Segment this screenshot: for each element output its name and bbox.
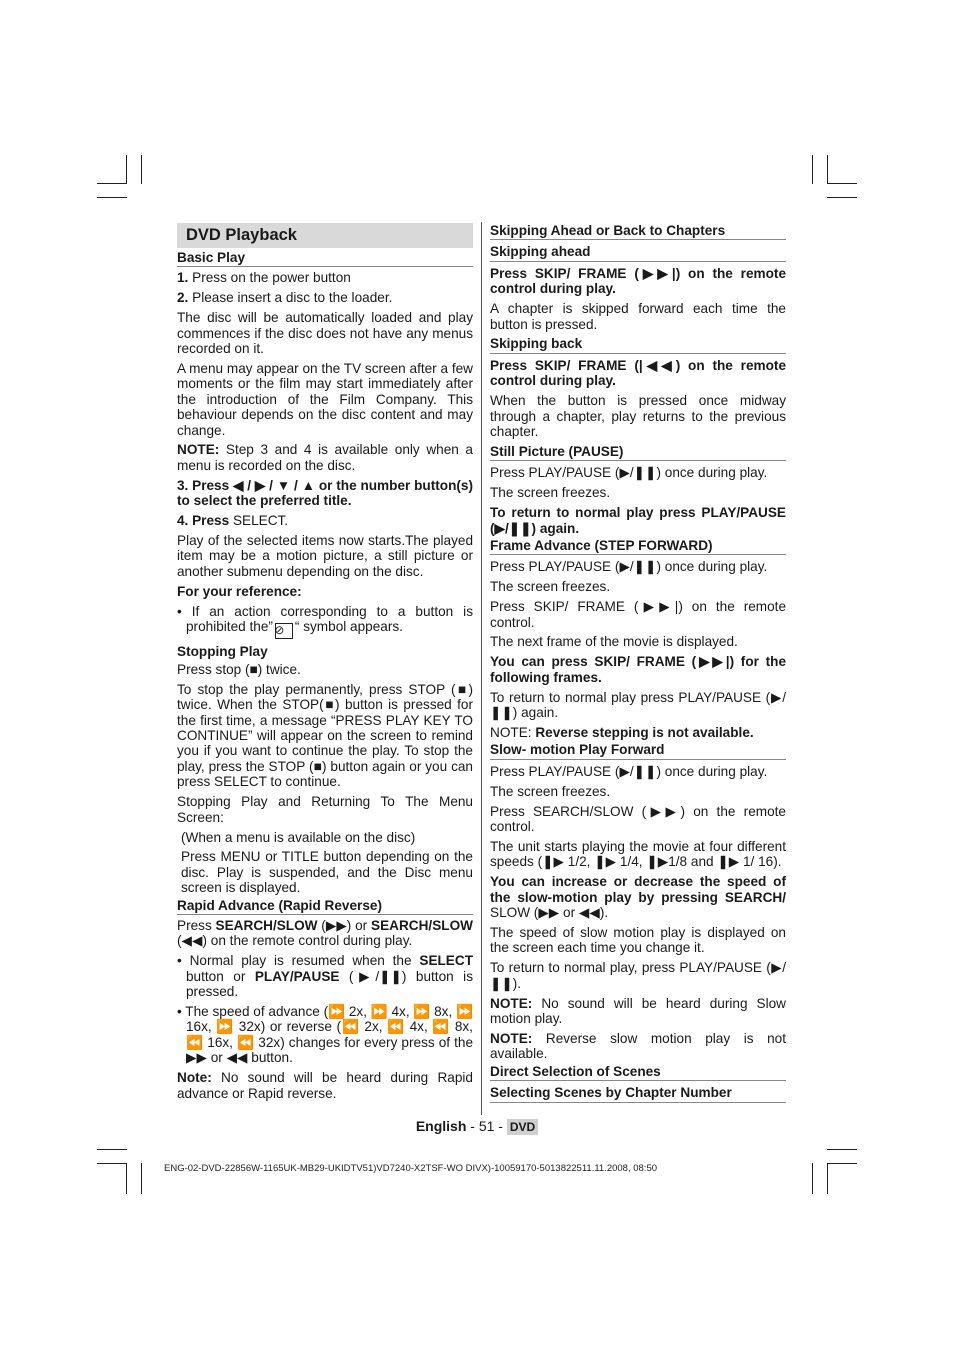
- fast-forward-icon: ▶▶: [646, 803, 681, 819]
- subheading-chapter-number: Selecting Scenes by Chapter Number: [490, 1085, 786, 1102]
- slow-icon: ❚▶: [594, 854, 617, 870]
- ff-icon: ⏩: [456, 1004, 473, 1020]
- reference-bullet: • If an action corresponding to a button is prohibited the”⊘ “ symbol appears.: [177, 603, 473, 638]
- note-reverse-slow: NOTE: Reverse slow motion play is not available.: [490, 1030, 786, 1062]
- bullet-normal-play: • Normal play is resumed when the SELECT button or PLAY/PAUSE (▶/❚❚) button is pressed.: [177, 953, 473, 1000]
- bullet-speed: • The speed of advance (⏩ 2x, ⏩ 4x, ⏩ 8x, ⏩ 16x, ⏩ 32x) or reverse (⏪ 2x, ⏪ 4x, ⏪ 8x, ⏪ 16x, ⏪ 32x) changes for every press of the ▶▶ or ◀◀ button.: [177, 1004, 474, 1066]
- paragraph-midway: When the button is pressed once midway through a chapter, play returns to the previous chapter.: [490, 393, 786, 439]
- fast-reverse-icon: ◀◀: [578, 905, 600, 921]
- slow-icon: ❚▶: [717, 854, 740, 870]
- rew-icon: ⏪: [341, 1019, 360, 1035]
- subheading-skipping-ahead: Skipping ahead: [490, 244, 786, 261]
- play-pause-icon: ▶/❚❚: [490, 689, 786, 721]
- step-4: 4. Press SELECT.: [177, 513, 289, 529]
- arrow-up-icon: ▲: [301, 477, 316, 493]
- increase-speed: You can increase or decrease the speed of the slow-motion play by pressing SEARCH/ SLOW (▶▶ or ◀◀).: [490, 874, 786, 921]
- crop-mark: [97, 1149, 127, 1150]
- step-2: 2. Please insert a disc to the loader.: [177, 290, 393, 306]
- section-heading-frame-advance: Frame Advance (STEP FORWARD): [490, 538, 786, 555]
- section-heading-skipping: Skipping Ahead or Back to Chapters: [490, 223, 786, 240]
- crop-mark: [141, 1163, 142, 1194]
- section-heading-basic-play: Basic Play: [177, 250, 473, 267]
- paragraph-auto-load: The disc will be automatically loaded and play commences if the disc does not have any menus recorded on it.: [177, 310, 473, 357]
- file-info: ENG-02-DVD-22856W-1165UK-MB29-UKIDTV51)VD7240-X2TSF-WO DIVX)-10059170-5013822511.11.2008, 08:50: [164, 1163, 658, 1174]
- note-reverse-stepping: NOTE: Reverse stepping is not available.: [490, 724, 754, 740]
- fast-forward-icon: ▶▶: [538, 905, 560, 921]
- ff-icon: ⏩: [328, 1004, 346, 1020]
- speed-display: The speed of slow motion play is displayed on the screen each time you change it.: [490, 924, 786, 956]
- you-can-press-skip: You can press SKIP/ FRAME (▶▶|) for the following frames.: [490, 654, 787, 685]
- step-3: 3. Press ◀ / ▶ / ▼ / ▲ or the number button(s) to select the preferred title.: [177, 477, 473, 509]
- crop-mark: [97, 197, 127, 198]
- crop-mark: [812, 155, 813, 184]
- ff-icon: ⏩: [216, 1019, 235, 1035]
- skip-forward-icon: ▶▶|: [638, 265, 676, 281]
- paragraph-play-starts: Play of the selected items now starts.The played item may be a motion picture, a still picture or another submenu depending on the disc.: [177, 533, 473, 579]
- screen-freezes: The screen freezes.: [490, 579, 611, 595]
- fast-reverse-icon: ◀◀: [181, 933, 203, 949]
- crop-mark: [827, 1149, 857, 1150]
- paragraph-chapter-skip: A chapter is skipped forward each time the button is pressed.: [490, 301, 786, 332]
- rew-icon: ⏪: [186, 1034, 204, 1050]
- frame-skip: Press SKIP/ FRAME (▶▶|) on the remote control.: [490, 599, 787, 630]
- ff-icon: ⏩: [370, 1004, 388, 1020]
- fast-forward-icon: ▶▶: [186, 1050, 207, 1066]
- fast-reverse-icon: ◀◀: [226, 1050, 248, 1066]
- rew-icon: ⏪: [387, 1019, 405, 1035]
- column-divider: [481, 222, 482, 1115]
- play-pause-icon: ▶/❚❚: [619, 465, 657, 481]
- section-heading-stopping-play: Stopping Play: [177, 643, 268, 659]
- paragraph-menu: A menu may appear on the TV screen after a few moments or the film may start immediately after the introduction of the Film Company. This behaviour depends on the disc content and may change.: [177, 360, 473, 438]
- fast-forward-icon: ▶▶: [325, 918, 347, 934]
- crop-mark: [827, 155, 828, 184]
- skip-forward-icon: ▶▶|: [638, 599, 679, 615]
- slow-search: Press SEARCH/SLOW (▶▶) on the remote control.: [490, 803, 786, 834]
- skip-forward-icon: ▶▶|: [696, 654, 730, 670]
- press-skip-forward: Press SKIP/ FRAME (▶▶|) on the remote control during play.: [490, 265, 787, 297]
- note-no-sound: NOTE: No sound will be heard during Slow motion play.: [490, 995, 787, 1026]
- slow-press: Press PLAY/PAUSE (▶/❚❚) once during play.: [490, 763, 768, 779]
- page-footer: [0, 1118, 954, 1134]
- crop-mark: [126, 1163, 127, 1194]
- four-speeds: The unit starts playing the movie at four different speeds (❚▶ 1/2, ❚▶ 1/4, ❚▶1/8 and ❚▶ 1/ 16).: [490, 838, 786, 870]
- press-skip-back: Press SKIP/ FRAME (|◀◀) on the remote control during play.: [490, 357, 787, 389]
- stop-icon: ■: [249, 661, 258, 677]
- crop-mark: [827, 1163, 828, 1194]
- arrow-right-icon: ▶: [254, 477, 266, 493]
- paragraph-rapid: Press SEARCH/SLOW (▶▶) or SEARCH/SLOW (◀◀) on the remote control during play.: [177, 918, 473, 949]
- step-1: 1. Press on the power button: [177, 270, 351, 286]
- left-column: [177, 223, 473, 1106]
- skip-back-icon: |◀◀: [638, 357, 676, 373]
- arrow-left-icon: ◀: [233, 477, 244, 493]
- play-pause-icon: ▶/❚❚: [490, 960, 786, 991]
- rew-icon: ⏪: [237, 1034, 255, 1050]
- next-frame: The next frame of the movie is displayed.: [490, 634, 738, 650]
- arrow-down-icon: ▼: [276, 477, 291, 493]
- prohibited-icon: ⊘: [275, 623, 293, 639]
- crop-mark: [97, 183, 127, 184]
- slow-icon: ❚▶: [646, 854, 669, 870]
- frame-press: Press PLAY/PAUSE (▶/❚❚) once during play.: [490, 559, 768, 575]
- rew-icon: ⏪: [432, 1019, 451, 1035]
- play-pause-icon: ▶/❚❚: [494, 520, 532, 536]
- play-pause-icon: ▶/❚❚: [619, 763, 657, 779]
- screen-freezes: The screen freezes.: [490, 783, 611, 799]
- crop-mark: [141, 155, 142, 184]
- section-heading-slow-motion: Slow- motion Play Forward: [490, 742, 786, 759]
- section-heading-still-picture: Still Picture (PAUSE): [490, 444, 786, 461]
- return-normal: To return to normal play press PLAY/PAUSE (▶/❚❚) again.: [490, 505, 786, 536]
- footer-language: English: [415, 1118, 467, 1134]
- ff-icon: ⏩: [413, 1004, 431, 1020]
- footer-section-badge: DVD: [507, 1119, 538, 1135]
- crop-mark: [827, 197, 857, 198]
- crop-mark: [126, 155, 127, 184]
- page-title: DVD Playback: [177, 223, 473, 248]
- screen-freezes: The screen freezes.: [490, 485, 611, 501]
- paragraph-when-menu: (When a menu is available on the disc): [181, 829, 416, 845]
- play-pause-icon: ▶/❚❚: [619, 559, 657, 575]
- note-step-3-4: NOTE: Step 3 and 4 is available only when a menu is recorded on the disc.: [177, 442, 473, 473]
- paragraph-stop-permanently: To stop the play permanently, press STOP (■) twice. When the STOP(■) button is pressed for the first time, a message “PRESS PLAY KEY TO CONTINUE” will appear on the screen to remind you if you want to continue the play. To stop the play, press the STOP (■) button again or you can press SELECT to continue.: [177, 681, 473, 790]
- right-column: [490, 223, 786, 1107]
- section-heading-direct-selection: Direct Selection of Scenes: [490, 1064, 786, 1081]
- return-normal-2: To return to normal play press PLAY/PAUSE (▶/❚❚) again.: [490, 689, 786, 721]
- footer-page-number: - 51 -: [470, 1118, 503, 1134]
- slow-icon: ❚▶: [542, 854, 564, 870]
- subheading-skipping-back: Skipping back: [490, 336, 786, 353]
- crop-mark: [827, 183, 857, 184]
- note-rapid-sound: Note: No sound will be heard during Rapid advance or Rapid reverse.: [177, 1070, 473, 1101]
- play-pause-icon: ▶/❚❚: [353, 968, 402, 984]
- reference-heading: For your reference:: [177, 583, 302, 599]
- crop-mark: [827, 1163, 857, 1164]
- return-normal-3: To return to normal play, press PLAY/PAUSE (▶/❚❚).: [490, 960, 786, 991]
- paragraph-stop-return: Stopping Play and Returning To The Menu Screen:: [177, 794, 473, 825]
- crop-mark: [97, 1163, 127, 1164]
- paragraph-press-menu: Press MENU or TITLE button depending on the disc. Play is suspended, and the Disc menu screen is displayed.: [181, 849, 473, 896]
- crop-mark: [812, 1163, 813, 1194]
- stop-twice: Press stop (■) twice.: [177, 661, 301, 677]
- still-press: Press PLAY/PAUSE (▶/❚❚) once during play.: [490, 465, 768, 481]
- section-heading-rapid-advance: Rapid Advance (Rapid Reverse): [177, 898, 473, 915]
